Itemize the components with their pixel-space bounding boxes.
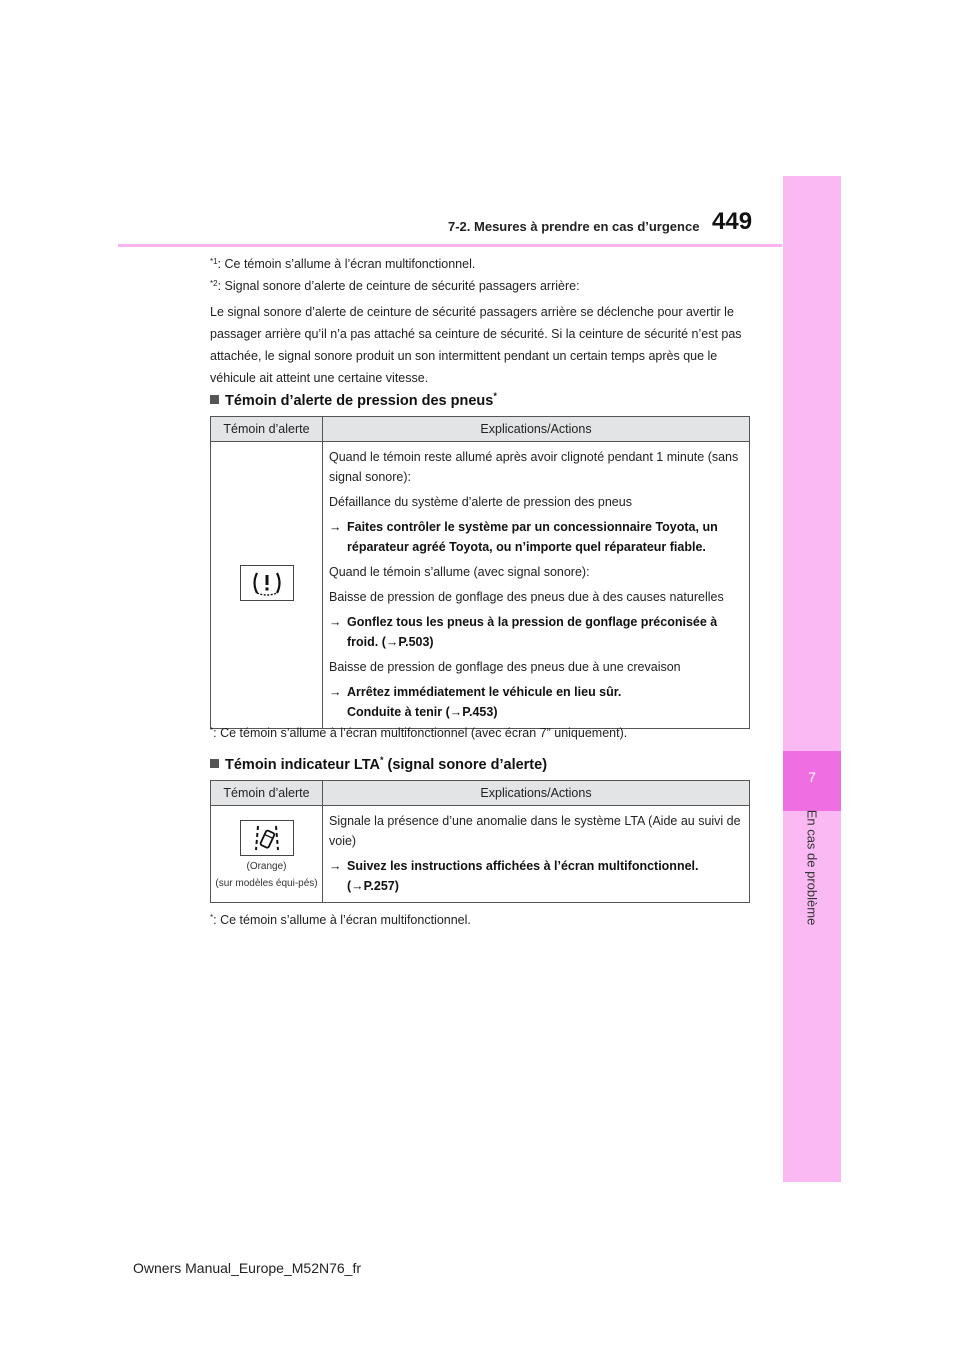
- table-header-warning: Témoin d’alerte: [211, 417, 323, 442]
- explanation-line: Quand le témoin reste allumé après avoir clignoté pendant 1 minute (sans signal sonore):: [329, 450, 739, 484]
- explanation-line: Baisse de pression de gonflage des pneus due à des causes naturelles: [329, 590, 724, 604]
- section-heading-tire-pressure: Témoin d’alerte de pression des pneus*: [210, 391, 497, 409]
- arrow-icon: →: [329, 685, 342, 699]
- square-bullet-icon: [210, 395, 219, 404]
- chapter-number: 7: [808, 769, 816, 785]
- table-header-explanations: Explications/Actions: [323, 781, 750, 806]
- action-item: → Suivez les instructions affichées à l’écran multifonctionnel. (→P.257): [329, 856, 743, 896]
- footnote-1: $^{*1}$: Ce témoin s’allume à l’écran multifonctionnel.: [210, 257, 476, 271]
- page-number: 449: [712, 208, 753, 235]
- table-header-warning: Témoin d’alerte: [211, 781, 323, 806]
- arrow-icon: →: [329, 859, 342, 873]
- arrow-icon: →: [329, 615, 342, 629]
- explanation-line: Baisse de pression de gonflage des pneus due à une crevaison: [329, 660, 681, 674]
- footnote-lta: *: Ce témoin s’allume à l’écran multifonctionnel.: [210, 913, 471, 927]
- action-item: → Gonflez tous les pneus à la pression de gonflage préconisée à froid. (→P.503): [329, 612, 743, 652]
- tire-pressure-warning-icon: [240, 565, 294, 601]
- header-rule: [118, 244, 782, 247]
- lta-table: [210, 780, 750, 903]
- footer-doc-id: Owners Manual_Europe_M52N76_fr: [133, 1260, 362, 1276]
- lta-lane-warning-icon: [240, 820, 294, 856]
- tire-pressure-table: [210, 416, 750, 729]
- explanation-line: Défaillance du système d’alerte de pression des pneus: [329, 495, 632, 509]
- footnote-tire-pressure: *: Ce témoin s’allume à l’écran multifonctionnel (avec écran 7” uniquement).: [210, 726, 628, 740]
- icon-caption-models: (sur modèles équi-pés): [215, 878, 318, 889]
- chapter-label: En cas de problème: [804, 809, 820, 926]
- explanation-line: Quand le témoin s’allume (avec signal sonore):: [329, 565, 590, 579]
- table-header-explanations: Explications/Actions: [323, 417, 750, 442]
- footnote-2: $^{*2}$: Signal sonore d’alerte de ceinture de sécurité passagers arrière:: [210, 279, 580, 293]
- section-title: 7-2. Mesures à prendre en cas d’urgence: [448, 219, 700, 234]
- body-paragraph: Le signal sonore d’alerte de ceinture de sécurité passagers arrière se déclenche pour avertir le passager arrière qu’il n’a pas attaché sa ceinture de sécurité. Si la ceinture de sécurité n’est pas attachée, le signal sonore produit un son intermittent pendant un certain temps après que le véhicule ait atteint une certaine vitesse.: [210, 305, 742, 385]
- action-item: → Arrêtez immédiatement le véhicule en lieu sûr. Conduite à tenir (→P.453): [329, 682, 743, 722]
- arrow-icon: →: [329, 520, 342, 534]
- square-bullet-icon: [210, 759, 219, 768]
- section-heading-lta: Témoin indicateur LTA* (signal sonore d’alerte): [210, 755, 547, 773]
- icon-caption-color: (Orange): [246, 861, 287, 872]
- explanation-line: Signale la présence d’une anomalie dans le système LTA (Aide au suivi de voie): [329, 814, 741, 848]
- action-item: → Faites contrôler le système par un concessionnaire Toyota, un réparateur agréé Toyota, ou n’importe quel réparateur fiable.: [329, 517, 743, 557]
- chapter-side-tab: [783, 176, 841, 1182]
